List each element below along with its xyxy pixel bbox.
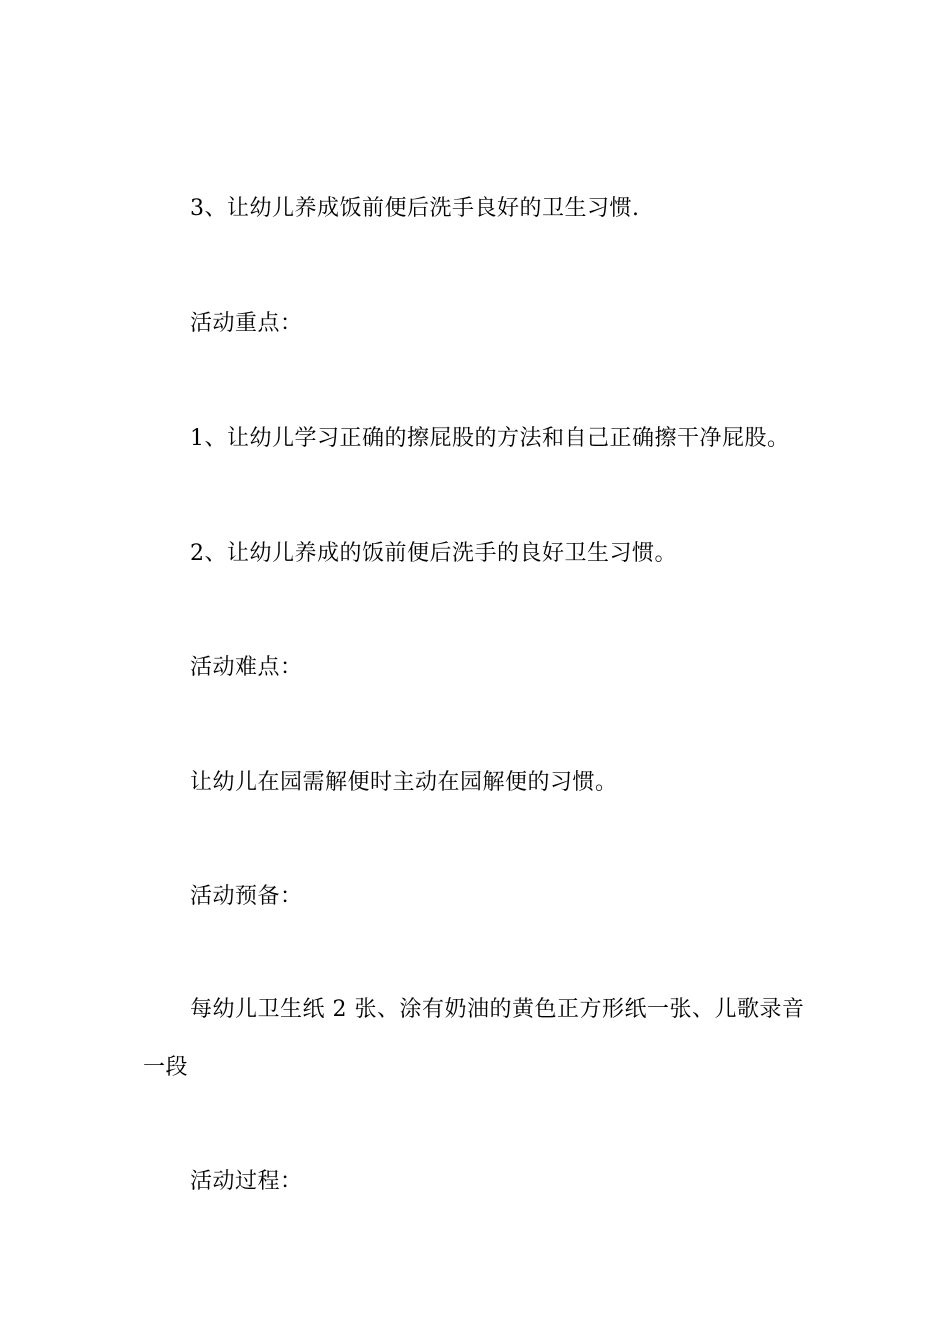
key-point-1-text: 1、让幼儿学习正确的擦屁股的方法和自己正确擦干净屁股。 — [190, 426, 790, 451]
process-heading: 活动过程： — [190, 1169, 303, 1194]
preparation-text-line-2: 一段 — [143, 1055, 189, 1080]
difficulty-heading: 活动难点： — [190, 655, 303, 680]
preparation-heading: 活动预备： — [190, 884, 303, 909]
goal-3-text: 3、让幼儿养成饭前便后洗手良好的卫生习惯. — [190, 196, 640, 221]
preparation-text-line-1: 每幼儿卫生纸 2 张、涂有奶油的黄色正方形纸一张、儿歌录音 — [190, 997, 805, 1022]
key-point-2-text: 2、让幼儿养成的饭前便后洗手的良好卫生习惯。 — [190, 541, 677, 566]
key-points-heading: 活动重点： — [190, 311, 303, 336]
difficulty-text: 让幼儿在园需解便时主动在园解便的习惯。 — [190, 770, 618, 795]
